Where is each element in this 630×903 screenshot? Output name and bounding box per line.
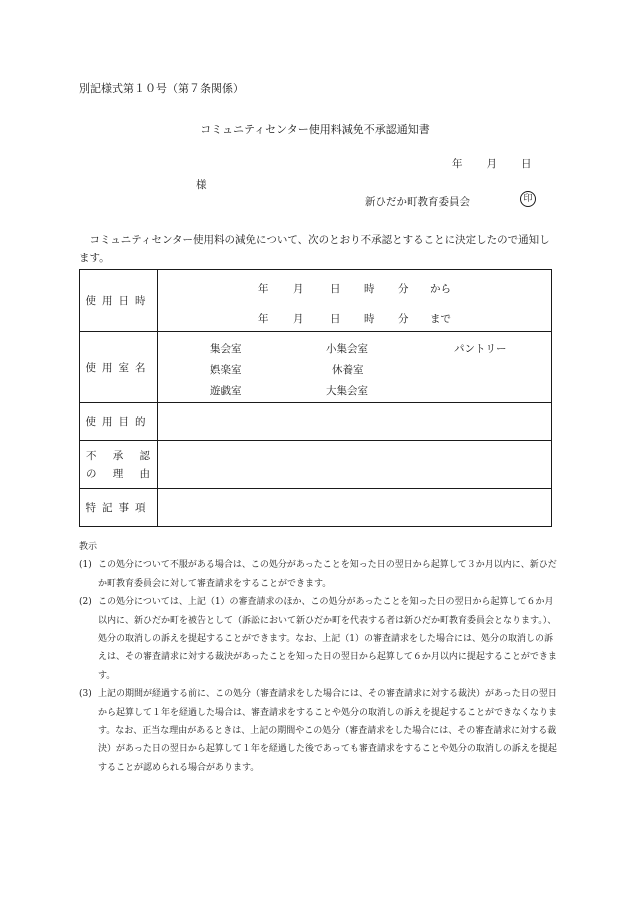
room-option: 大集会室	[326, 385, 368, 397]
notice-text: 上記の期間が経過する前に、この処分（審査請求をした場合には、その審査請求に対する裁決）があった日の翌日から起算して１年を経過した場合は、審査請求をすることや処分の取消しの訴えを提起することができなくなります。なお、正当な理由があるときは、上記の期間やこの処分（審査請求をした場合には、その審査請求に対する裁決）があった日の翌日から起算して１年を経過した後であっても審査請求をすることや処分の取消しの訴えを提起することが認められる場合があります。	[98, 689, 558, 773]
notice-item	[79, 685, 557, 777]
dt-day: 日	[330, 313, 341, 325]
date-year-label: 年	[452, 158, 463, 170]
notice-number: (2)	[79, 597, 92, 608]
notice-item	[79, 556, 557, 593]
dt-hour: 時	[364, 313, 375, 325]
notice-item	[79, 593, 557, 685]
body-text: コミュニティセンター使用料の減免について、次のとおり不承認とすることに決定したので通知します。	[79, 234, 550, 264]
notice-text: この処分については、上記（1）の審査請求のほか、この処分があったことを知った日の翌日から起算して６か月以内に、新ひだか町を被告として（訴訟において新ひだか町を代表する者は新ひだか町教育委員会となります。）、処分の取消しの訴えを提起することができます。なお、上記（1）の審査請求をした場合には、処分の取消しの訴えは、その審査請求に対する裁決があったことを知った日の翌日から起算して６か月以内に提起することができます。	[98, 597, 557, 681]
room-option: 休養室	[332, 364, 364, 376]
date-line	[452, 156, 532, 171]
room-option: 娯楽室	[210, 364, 242, 376]
label-room-name: 使用室名	[80, 332, 158, 403]
special-notes-cell	[158, 489, 552, 527]
dt-to-label: まで	[430, 313, 451, 325]
room-option: 集会室	[210, 343, 242, 355]
dt-month: 月	[293, 313, 304, 325]
seal-mark: 印	[520, 191, 536, 207]
form-number: 別記様式第１０号（第７条関係）	[79, 82, 244, 95]
notice-number: (1)	[79, 560, 92, 571]
usage-table	[79, 269, 552, 527]
dt-minute: 分	[398, 283, 409, 295]
dt-year: 年	[258, 283, 269, 295]
label-usage-purpose: 使用目的	[80, 403, 158, 441]
notice-section	[79, 538, 557, 777]
usage-datetime-cell	[158, 270, 552, 332]
room-name-cell	[158, 332, 552, 403]
room-option: 小集会室	[326, 343, 368, 355]
label-special-notes: 特記事項	[80, 489, 158, 527]
dt-from-label: から	[430, 283, 451, 295]
notice-text: この処分について不服がある場合は、この処分があったことを知った日の翌日から起算して３か月以内に、新ひだか町教育委員会に対して審査請求をすることができます。	[98, 560, 557, 589]
issuer-name: 新ひだか町教育委員会	[365, 196, 470, 208]
dt-minute: 分	[398, 313, 409, 325]
rejection-reason-cell	[158, 441, 552, 489]
date-day-label: 日	[521, 158, 532, 170]
date-month-label: 月	[486, 158, 497, 170]
document-title: コミュニティセンター使用料減免不承認通知書	[200, 123, 430, 136]
room-option: 遊戯室	[210, 385, 242, 397]
usage-purpose-cell	[158, 403, 552, 441]
dt-day: 日	[330, 283, 341, 295]
label-rejection-reason: 不 承 認 の 理 由	[80, 441, 158, 489]
notice-number: (3)	[79, 689, 92, 700]
room-option: パントリー	[454, 343, 507, 355]
notice-heading: 教示	[79, 542, 98, 552]
dt-month: 月	[293, 283, 304, 295]
addressee-suffix: 様	[196, 179, 207, 191]
label-usage-datetime: 使用日時	[80, 270, 158, 332]
dt-year: 年	[258, 313, 269, 325]
dt-hour: 時	[364, 283, 375, 295]
